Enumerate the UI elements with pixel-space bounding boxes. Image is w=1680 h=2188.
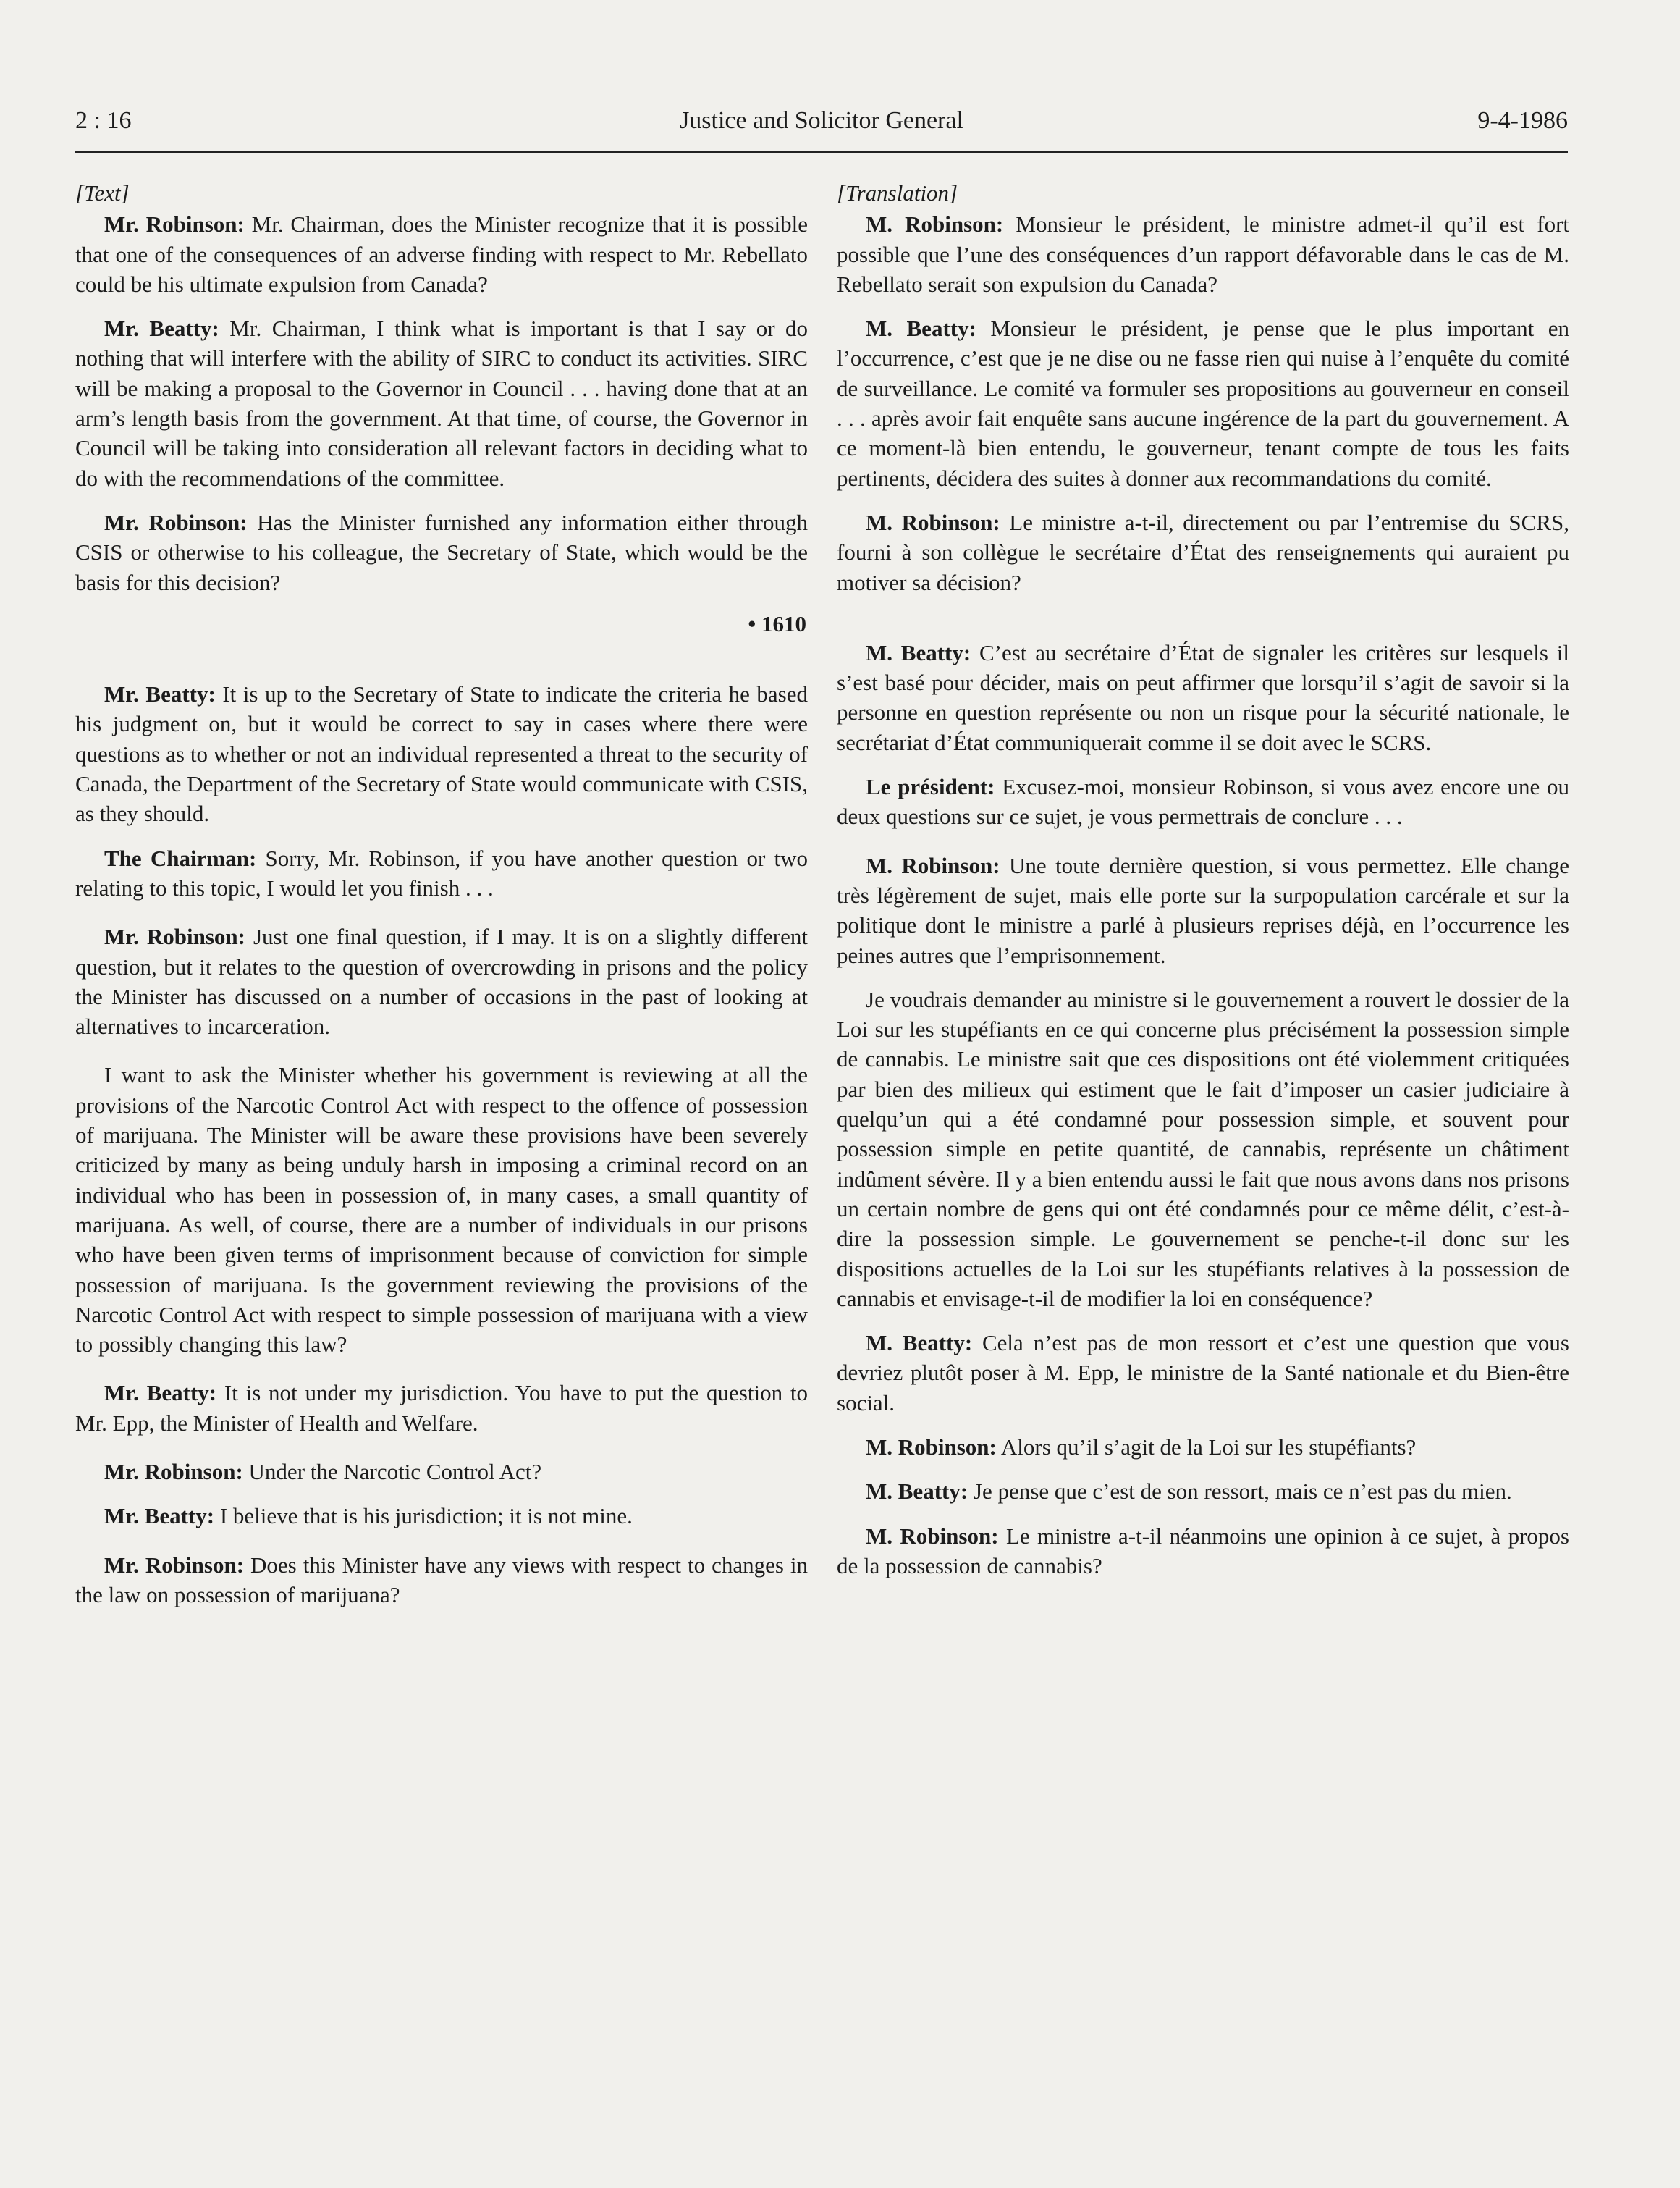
time-marker: • 1610 xyxy=(748,610,806,636)
speaker-name: Mr. Beatty: xyxy=(104,681,216,707)
speaker-name: M. Beatty: xyxy=(866,1478,968,1505)
sitting-date: 9-4-1986 xyxy=(1477,107,1568,134)
speech-paragraph xyxy=(837,638,1569,757)
speaker-name: Mr. Beatty: xyxy=(104,1503,215,1529)
speech-text: It is up to the Secretary of State to indicate the criteria he based his judgment on, but it would be correct to say in cases where there were questions as to whether or not an individual represented a threat to the security of Canada, the Department of the Secretary of State would communicate with CSIS, as they should. xyxy=(75,681,808,827)
speech-text: I want to ask the Minister whether his government is reviewing at all the provisions of the Narcotic Control Act with respect to the offence of possession of marijuana. The Minister will be aware these provisions have been severely criticized by many as being unduly harsh in imposing a criminal record on an individual who has been in possession of, in many cases, a small quantity of marijuana. As well, of course, there are a number of individuals in our prisons who have been given terms of imprisonment because of conviction for simple possession of marijuana. Is the government reviewing the provisions of the Narcotic Control Act with respect to simple possession of marijuana with a view to possibly changing this law? xyxy=(75,1062,808,1358)
speech-text: Cela n’est pas de mon ressort et c’est une question que vous devriez plutôt poser à M. Epp, le ministre de la Santé nationale et du Bien-être social. xyxy=(837,1330,1569,1415)
speech-text: Sorry, Mr. Robinson, if you have another question or two relating to this topic, I would let you finish . . . xyxy=(75,845,808,901)
speaker-name: M. Beatty: xyxy=(866,1330,973,1356)
speaker-name: Mr. Beatty: xyxy=(104,1380,217,1406)
translation-tag: [Translation] xyxy=(837,180,958,206)
speech-text: Mr. Chairman, I think what is important is that I say or do nothing that will interfere with the ability of SIRC to conduct its activities. SIRC will be making a proposal to the Governor in Council . . . having done that at an arm’s length basis from the government. At that time, of course, the Governor in Council will be taking into consideration all relevant factors in deciding what to do with the recommendations of the committee. xyxy=(75,316,809,491)
speech-text: Just one final question, if I may. It is on a slightly different question, but it relates to the question of overcrowding in prisons and the policy the Minister has discussed on a number of occasions in the past of looking at alternatives to incarceration. xyxy=(75,924,808,1040)
speaker-name: Mr. Robinson: xyxy=(104,211,245,237)
speech-paragraph xyxy=(75,1550,808,1610)
speaker-name: M. Robinson: xyxy=(866,852,1000,878)
speaker-name: Mr. Robinson: xyxy=(104,1458,243,1484)
english-column xyxy=(75,178,808,1624)
speech-text: C’est au secrétaire d’État de signaler les critères sur lesquels il s’est basé pour décider, mais on peut affirmer que lorsqu’il s’agit de savoir si la personne en question représente ou non un risque pour la sécurité nationale, le secrétariat d’État communiquerait comme il se doit avec le SCRS. xyxy=(837,639,1569,755)
speech-paragraph xyxy=(837,209,1569,299)
speech-text: Monsieur le président, je pense que le plus important en l’occurrence, c’est que je ne dise ou ne fasse rien qui nuise à l’enquête du comité de surveillance. Le comité va formuler ses propositions au gouverneur en conseil . . . après avoir fait enquête sans aucune ingérence de la part du gouvernement. A ce moment-là bien entendu, le gouverneur, tenant compte de tous les faits pertinents, décidera des suites à donner aux recommandations du comité. xyxy=(837,316,1570,491)
speech-text: Je voudrais demander au ministre si le gouvernement a rouvert le dossier de la Loi sur les stupéfiants en ce qui concerne plus précisément la possession simple de cannabis. Le ministre sait que ces dispositions ont été violemment critiquées par bien des milieux qui estiment que le fait d’imposer un casier judiciaire à quelqu’un qui a été condamné pour possession simple, et souvent pour possession simple en petite quantité, de cannabis, représente un châtiment indûment sévère. Il y a bien entendu aussi le fait que nous avons dans nos prisons un certain nombre de gens qui ont été condamnés pour ce même délit, c’est-à-dire la possession simple. Le gouvernement se penche-t-il donc sur les dispositions actuelles de la Loi sur les stupéfiants relatives à la possession de cannabis et envisage-t-il de modifier la loi en conséquence? xyxy=(837,986,1569,1311)
speech-text: Under the Narcotic Control Act? xyxy=(248,1458,542,1484)
header-rule xyxy=(75,151,1568,153)
speaker-name: Mr. Robinson: xyxy=(104,924,245,950)
speech-text: Has the Minister furnished any information either through CSIS or otherwise to his colleague, the Secretary of State, which would be the basis for this decision? xyxy=(75,509,808,595)
speech-paragraph xyxy=(837,1328,1569,1418)
text-tag: [Text] xyxy=(75,180,130,206)
speech-paragraph xyxy=(75,508,808,597)
speech-paragraph xyxy=(837,1521,1569,1581)
speech-text: Excusez-moi, monsieur Robinson, si vous avez encore une ou deux questions sur ce sujet, je vous permettrais de conclure . . . xyxy=(837,774,1570,830)
speech-paragraph xyxy=(75,843,808,904)
speaker-name: M. Beatty: xyxy=(866,316,976,342)
publication-title: Justice and Solicitor General xyxy=(680,107,963,134)
speech-paragraph xyxy=(837,1476,1569,1506)
speech-text: Does this Minister have any views with respect to changes in the law on possession of marijuana? xyxy=(75,1552,809,1607)
speech-paragraph xyxy=(75,209,808,299)
speech-text: Je pense que c’est de son ressort, mais ce n’est pas du mien. xyxy=(973,1478,1512,1505)
speaker-name: M. Robinson: xyxy=(866,211,1004,237)
speaker-name: M. Robinson: xyxy=(866,509,1000,535)
speech-paragraph xyxy=(837,772,1569,832)
speech-paragraph xyxy=(75,679,808,828)
speaker-name: Mr. Robinson: xyxy=(104,1552,245,1578)
speech-text: Le ministre a-t-il néanmoins une opinion à ce sujet, à propos de la possession de cannabis? xyxy=(837,1523,1570,1578)
speech-paragraph xyxy=(837,314,1569,493)
speech-text: Alors qu’il s’agit de la Loi sur les stupéfiants? xyxy=(1000,1434,1417,1460)
french-column xyxy=(837,178,1569,1595)
speaker-name: M. Beatty: xyxy=(866,639,971,665)
speaker-name: M. Robinson: xyxy=(866,1434,997,1460)
speech-paragraph xyxy=(837,508,1569,597)
speech-text: It is not under my jurisdiction. You have to put the question to Mr. Epp, the Minister of Health and Welfare. xyxy=(75,1380,808,1436)
speech-paragraph xyxy=(837,985,1569,1313)
speech-paragraph xyxy=(75,1457,808,1486)
speech-text: Mr. Chairman, does the Minister recognize that it is possible that one of the consequences of an adverse finding with respect to Mr. Rebellato could be his ultimate expulsion from Canada? xyxy=(75,211,809,297)
speech-text: Une toute dernière question, si vous permettez. Elle change très légèrement de sujet, mais elle porte sur la surpopulation carcérale et sur la politique dont le ministre a parlé à plusieurs reprises déjà, en l’occurrence les peines autres que l’emprisonnement. xyxy=(837,852,1570,968)
speech-paragraph xyxy=(837,1432,1569,1462)
page-header xyxy=(75,107,1568,148)
speech-paragraph xyxy=(837,851,1569,970)
speech-text: Le ministre a-t-il, directement ou par l’entremise du SCRS, fourni à son collègue le secrétaire d’État des renseignements qui auraient pu motiver sa décision? xyxy=(837,509,1569,595)
speaker-name: Mr. Beatty: xyxy=(104,316,219,342)
page-number: 2 : 16 xyxy=(75,107,132,134)
speech-text: I believe that is his jurisdiction; it is not mine. xyxy=(219,1503,633,1529)
speech-text: Monsieur le président, le ministre admet-il qu’il est fort possible que l’une des conséquences d’un rapport défavorable dans le cas de M. Rebellato serait son expulsion du Canada? xyxy=(837,211,1569,297)
speech-paragraph xyxy=(75,1060,808,1359)
speaker-name: The Chairman: xyxy=(104,845,257,871)
speech-paragraph xyxy=(75,922,808,1041)
speaker-name: Mr. Robinson: xyxy=(104,509,248,535)
speech-paragraph xyxy=(75,1501,808,1531)
speech-paragraph xyxy=(75,1378,808,1438)
speaker-name: Le président: xyxy=(866,774,995,800)
speaker-name: M. Robinson: xyxy=(866,1523,999,1549)
speech-paragraph xyxy=(75,314,808,493)
